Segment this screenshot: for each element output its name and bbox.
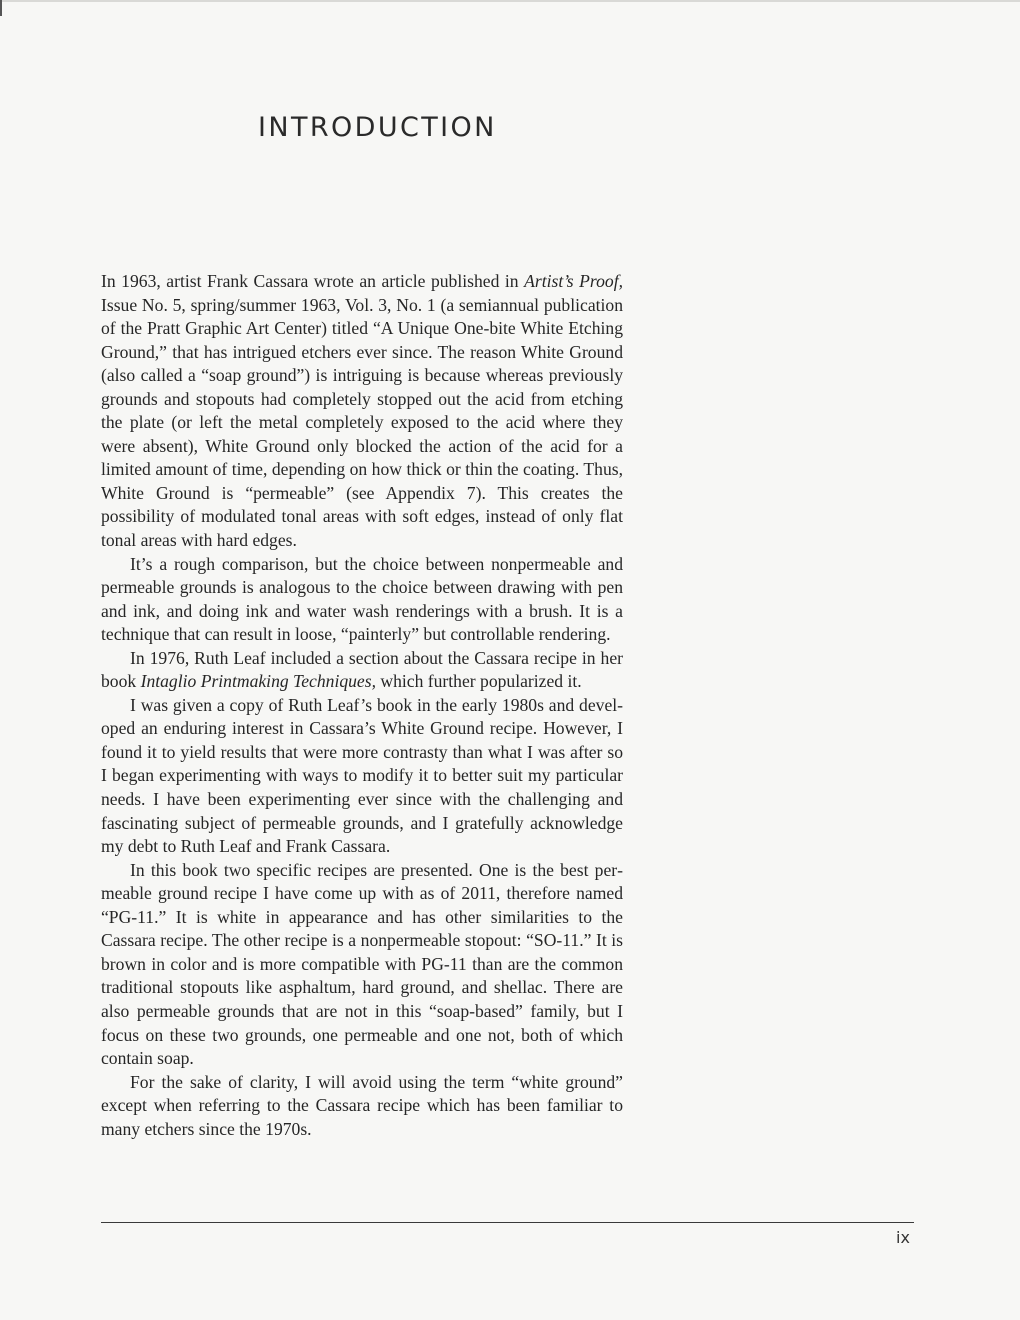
text-run: For the sake of clarity, I will avoid using the term “white ground” except when referring to the Cassara recipe which has been familiar to many etchers since the 1970s. [101,1071,623,1139]
scan-edge-mark [0,0,2,16]
paragraph [101,694,623,859]
text-run: In this book two specific recipes are presented. One is the best permeable ground recipe I have come up with as of 2011, therefore named “PG-11.” It is white in appearance and has other similarities to the Cassara recipe. The other recipe is a nonpermeable stopout: “SO-11.” It is brown in color and is more compatible with PG-11 than are the common traditional stopouts like asphaltum, hard ground, and shellac. There are also permeable grounds that are not in this “soap-based” family, but I focus on these two grounds, one permeable and one not, both of which contain soap. [101,859,623,1069]
body-text [101,270,623,1141]
text-run: It’s a rough comparison, but the choice between nonpermeable and permeable grounds is analogous to the choice between drawing with pen and ink, and doing ink and water wash renderings with a brush. It is a technique that can result in loose, “painterly” but controllable rendering. [101,553,623,645]
text-run: Issue No. 5, spring/summer 1963, Vol. 3, No. 1 (a semiannual publication of the Pratt Graphic Art Center) titled “A Unique One-bite White Etching Ground,” that has intrigued etchers ever since. The reason White Ground (also called a “soap ground”) is intriguing is because whereas previously grounds and stopouts had completely stopped out the acid from etching the plate (or left the metal completely exposed to the acid where they were absent), White Ground only blocked the action of the acid for a limited amount of time, depending on how thick or thin the coating. Thus, White Ground is “permeable” (see Appendix 7). This creates the possibility of modulated tonal areas with soft edges, instead of only flat tonal areas with hard edges. [101,294,623,551]
text-run: I was given a copy of Ruth Leaf’s book in the early 1980s and developed an enduring interest in Cassara’s White Ground recipe. However, I found it to yield results that were more contrasty than what I was after so I began experimenting with ways to modify it to better suit my particular needs. I have been experimenting ever since with the challenging and fascinating subject of permeable grounds, and I gratefully acknowledge my debt to Ruth Leaf and Frank Cassara. [101,694,623,857]
top-edge-rule [0,0,1020,2]
page-title: INTRODUCTION [258,112,497,143]
text-run: In 1963, artist Frank Cassara wrote an article published in [101,271,525,291]
paragraph [101,647,623,694]
italic-title: Artist’s Proof, [524,271,623,291]
page-number: ix [896,1228,910,1247]
text-run: In 1976, Ruth Leaf included a section about the Cassara recipe in her book [101,647,623,692]
footer-rule [101,1222,914,1223]
paragraph [101,859,623,1071]
paragraph [101,270,623,553]
paragraph [101,553,623,647]
italic-title: Intaglio Printmaking Techniques, [140,671,376,692]
paragraph [101,1071,623,1142]
text-run: which further popularized it. [375,671,582,692]
